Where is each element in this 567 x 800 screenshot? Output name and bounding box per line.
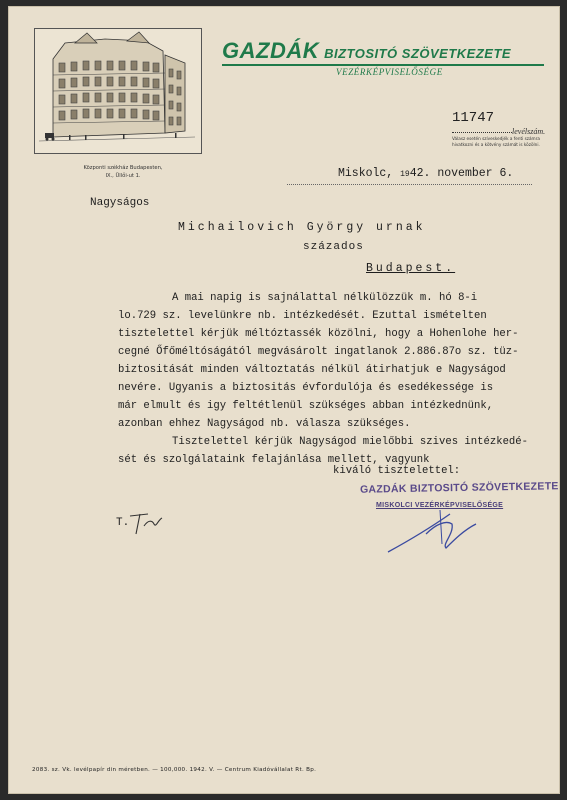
recipient-rank: százados — [303, 241, 364, 253]
reference-dotted-line — [452, 132, 512, 133]
typist-mark: T. — [116, 517, 130, 529]
brand-prefix: GAZDÁK — [222, 38, 320, 63]
company-stamp-line1: GAZDÁK BIZTOSITÓ SZÖVETKEZETE — [359, 480, 559, 496]
reference-number: 11747 — [452, 110, 495, 126]
body-line: lo.729 sz. levelünkre nb. intézkedését. Ezuttal ismételten — [118, 310, 487, 322]
reference-note: Válasz esetén szíveskedjék a fenti számra hivatkozni és a kötvény számát is közölni. — [452, 136, 540, 147]
initials-signature — [126, 508, 166, 538]
brand-underline — [222, 64, 544, 66]
body-line: cegné Őfőméltóságától megvásárolt ingatlanok 2.886.87o sz. tüz- — [118, 346, 519, 358]
closing-phrase: kiváló tisztelettel: — [333, 465, 461, 477]
salutation: Nagyságos — [90, 197, 150, 209]
reference-label: levélszám. — [512, 127, 546, 136]
building-engraving — [34, 28, 202, 154]
body-line: nevére. Ugyanis a biztositás évfordulója és esedékessége is — [118, 382, 494, 394]
company-logo — [222, 38, 511, 64]
date-rest: 42. november 6. — [409, 167, 514, 180]
body-line: azonban ehhez Nagyságod nb. válasza szükséges. — [118, 418, 411, 430]
brand-subtitle: VEZÉRKÉPVISELŐSÉGE — [336, 67, 443, 77]
date-year-prefix: 19 — [400, 170, 410, 179]
recipient-city: Budapest. — [366, 262, 456, 275]
headquarters-caption — [58, 164, 188, 180]
body-line: sét és szolgálataink felajánlása mellett, vagyunk — [118, 454, 430, 466]
printer-footer: 2083. sz. Vk. levélpapír din méretben. — 100,000. 1942. V. — Centrum Kiadóvállalat Rt. Bp. — [32, 767, 317, 773]
body-line: tisztelettel kérjük méltóztassék közölni, hogy a Hohenlohe her- — [118, 328, 519, 340]
date-dotted-line — [287, 184, 532, 185]
body-line: már elmult és igy feltétlenül szükséges abban intézkednünk, — [118, 400, 494, 412]
caption-line: IX., Üllői-ut 1. — [105, 173, 141, 179]
brand-suffix: BIZTOSITÓ SZÖVETKEZETE — [324, 46, 512, 61]
letter-date — [338, 167, 513, 180]
recipient-name: Michailovich György urnak — [178, 221, 426, 234]
handwritten-signature — [380, 500, 490, 560]
body-line: A mai napig is sajnálattal nélkülözzük m. hó 8-i — [172, 292, 478, 304]
date-place: Miskolc, — [338, 167, 394, 180]
body-line: biztositását minden változtatás nélkül átirhatjuk e Nagyságod — [118, 364, 506, 376]
caption-line: Központi székház Budapesten, — [83, 165, 163, 171]
body-line: Tisztelettel kérjük Nagyságod mielőbbi szives intézkedé- — [172, 436, 529, 448]
company-stamp-line2: MISKOLCI VEZÉRKÉPVISELŐSÉGE — [376, 502, 504, 509]
